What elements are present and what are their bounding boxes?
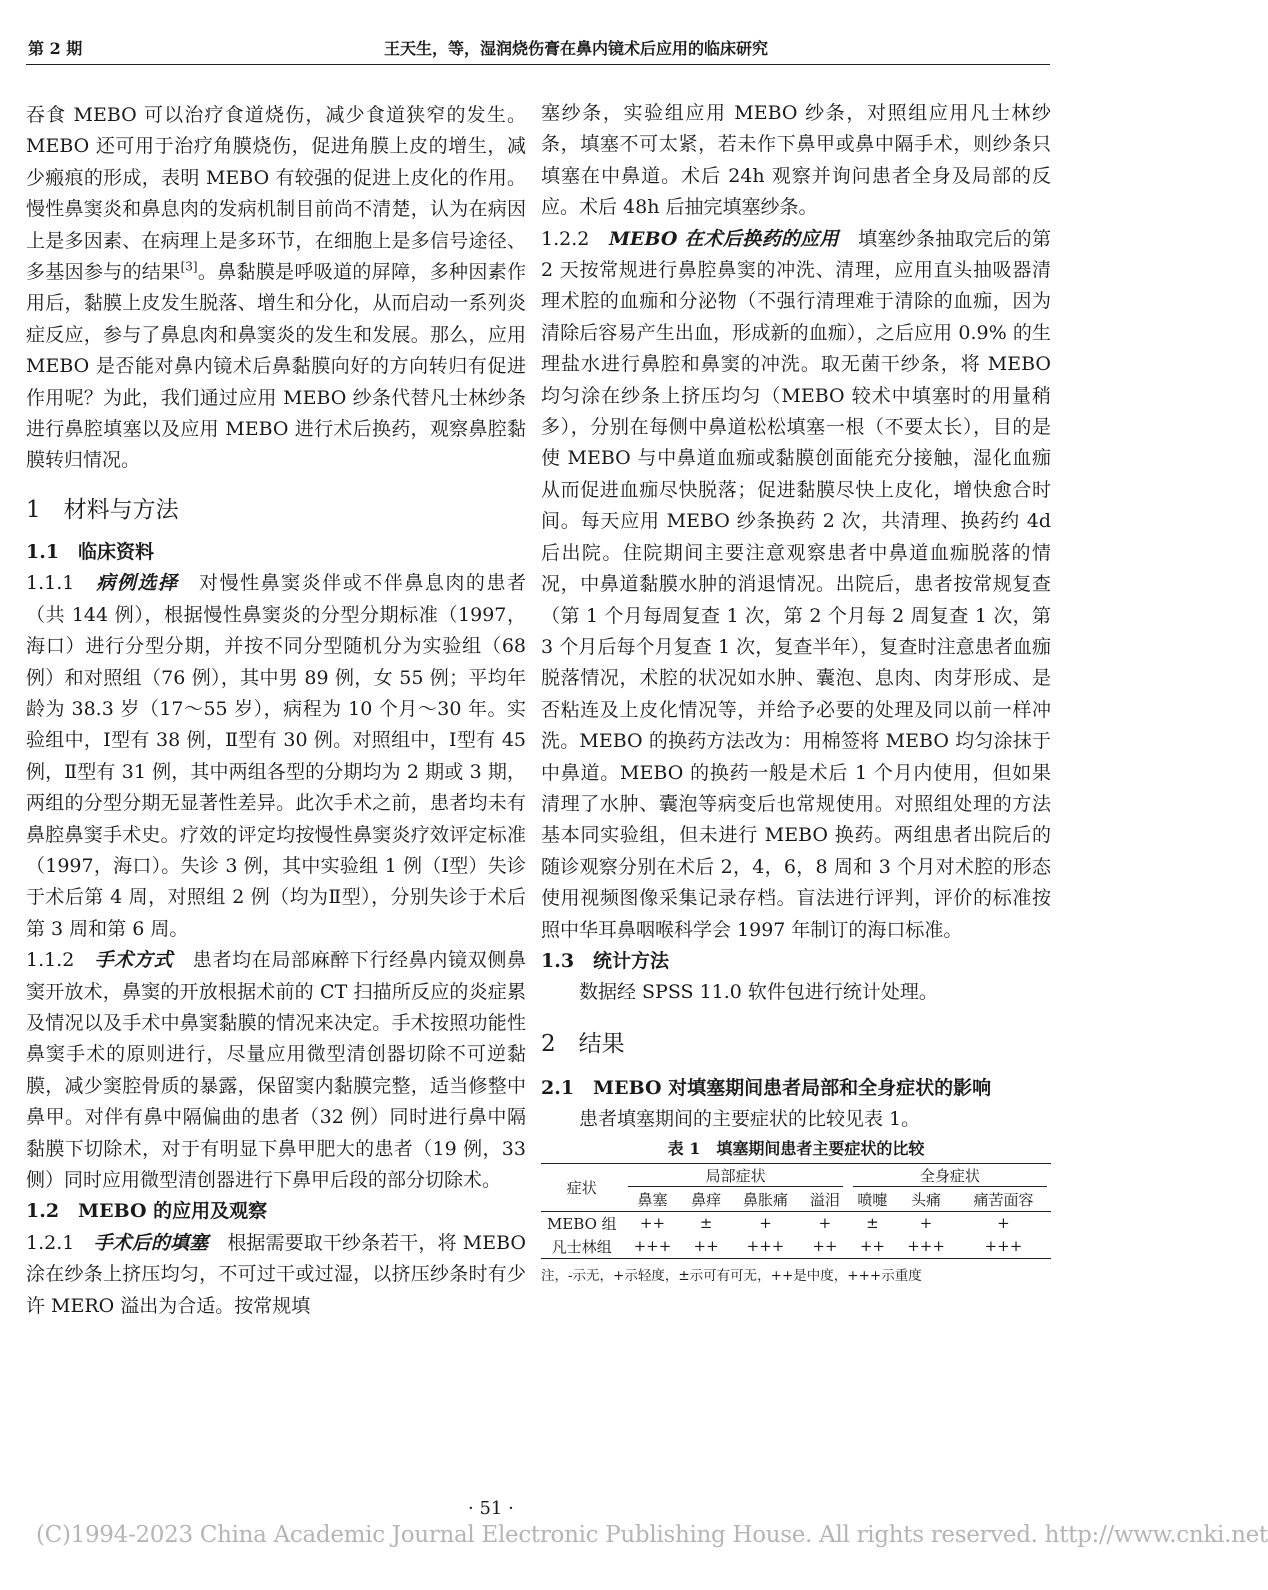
table-cell: +++ (956, 1235, 1051, 1259)
table-col-header: 溢泪 (801, 1188, 849, 1212)
table-group-local: 局部症状 (623, 1163, 849, 1188)
intro-text: 吞食 MEBO 可以治疗食道烧伤，减少食道狭窄的发生。MEBO 还可用于治疗角膜烧伤，促进角膜上皮的增生，减少瘢痕的形成，表明 MEBO 有较强的促进上皮化的作用。慢性鼻窦炎和鼻息肉的发病机制目前尚不清楚，认为在病因上是多因素、在病理上是多环节，在细胞上是多信号途径、多基因参与的结果 (26, 104, 526, 284)
paragraph-1-2-1 (26, 1228, 526, 1322)
subsubsection-number: 1.1.1 (26, 572, 97, 595)
paragraph-2-1: 患者填塞期间的主要症状的比较见表 1。 (579, 1108, 921, 1131)
subsubsection-title: 手术后的填塞 (93, 1231, 209, 1254)
page-number: · 51 · (468, 1498, 514, 1519)
table-cell: ++ (639, 1214, 666, 1233)
subsubsection-title: 病例选择 (96, 572, 179, 595)
subsection-heading-2-1: 2.1 MEBO 对填塞期间患者局部和全身症状的影响 (541, 1076, 992, 1099)
table-row (541, 1211, 1051, 1235)
running-head (26, 30, 1050, 65)
table-cell: + (759, 1214, 772, 1233)
table-cell: ++ (849, 1235, 897, 1259)
table-row-label: 凡士林组 (541, 1235, 623, 1259)
subsubsection-title: 手术方式 (94, 949, 174, 972)
table-cell: ± (699, 1214, 713, 1233)
table-cell: ++ (801, 1235, 849, 1259)
table-col-header: 鼻塞 (623, 1188, 683, 1212)
paragraph-1-2-2 (541, 224, 1051, 946)
subsection-heading-1-2: 1.2 MEBO 的应用及观察 (26, 1200, 268, 1223)
paragraph-text: 填塞纱条抽取完后的第 2 天按常规进行鼻腔鼻窦的冲洗、清理，应用直头抽吸器清理术腔的血痂和分泌物（不强行清理难于清除的血痂，因为清除后容易产生出血，形成新的血痂），之后应用 0.9% 的生理盐水进行鼻腔和鼻窦的冲洗。取无菌干纱条，将 MEBO 均匀涂在纱条上挤压均匀（MEBO 较术中填塞时的用量稍多），分别在每侧中鼻道松松填塞一根（不要太长），目的是使 MEBO 与中鼻道血痂或黏膜创面能充分接触，湿化血痂从而促进血痂尽快脱落；促进黏膜尽快上皮化，增快愈合时间。每天应用 MEBO 纱条换药 2 次，共清理、换药约 4d 后出院。住院期间主要注意观察患者中鼻道血痂脱落的情况，中鼻道黏膜水肿的消退情况。出院后，患者按常规复查（第 1 个月每周复查 1 次，第 2 个月每 2 周复查 1 次，第 3 个月后每个月复查 1 次，复查半年），复查时注意患者血痂脱落情况，术腔的状况如水肿、囊泡、息肉、肉芽形成、是否粘连及上皮化情况等，并给予必要的处理及同以前一样冲洗。MEBO 的换药方法改为：用棉签将 MEBO 均匀涂抹于中鼻道。MEBO 的换药一般是术后 1 个月内使用，但如果清理了水肿、囊泡等病变后也常规使用。对照组处理的方法基本同实验组，但未进行 MEBO 换药。两组患者出院后的随诊观察分别在术后 2，4，6，8 周和 3 个月对术腔的形态使用视频图像采集记录存档。盲法进行评判，评价的标准按照中华耳鼻咽喉科学会 1997 年制订的海口标准。 (541, 227, 1051, 941)
table-row-header: 症状 (541, 1163, 623, 1211)
table-col-header: 喷嚏 (849, 1188, 897, 1212)
section-heading-1: 1 材料与方法 (26, 496, 179, 523)
table-cell: +++ (623, 1235, 683, 1259)
subsection-heading-1-3: 1.3 统计方法 (541, 949, 670, 972)
paragraph-1-1-2 (26, 945, 526, 1196)
citation-ref[interactable]: [3] (180, 259, 198, 274)
table-col-header: 头痛 (896, 1188, 956, 1212)
table-cell: ± (866, 1214, 879, 1233)
table-col-header: 鼻痒 (682, 1188, 730, 1212)
table-cell: + (919, 1214, 933, 1233)
subsubsection-number: 1.2.1 (26, 1231, 94, 1254)
table-group-systemic: 全身症状 (849, 1163, 1051, 1188)
paragraph-text: 根据需要取干纱条若干，将 MEBO 涂在纱条上挤压均匀，不可过干或过湿，以挤压纱条时有少许 MERO 溢出为合适。按常规填 (26, 1231, 526, 1317)
paragraph-text: 对慢性鼻窦炎伴或不伴鼻息肉的患者（共 144 例），根据慢性鼻窦炎的分型分期标准（1997，海口）进行分型分期，并按不同分型随机分为实验组（68 例）和对照组（76 例），其中男 89 例，女 55 例；平均年龄为 38.3 岁（17～55 岁），病程为 10 个月～30 年。实验组中，Ⅰ型有 38 例，Ⅱ型有 30 例。对照组中，Ⅰ型有 45 例，Ⅱ型有 31 例，其中两组各型的分期均为 2 期或 3 期，两组的分型分期无显著性差异。此次手术之前，患者均未有鼻腔鼻窦手术史。疗效的评定均按慢性鼻窦炎疗效评定标准（1997，海口）。失诊 3 例，其中实验组 1 例（Ⅰ型）失诊于术后第 4 周，对照组 2 例（均为Ⅱ型），分别失诊于术后第 3 周和第 6 周。 (26, 572, 526, 940)
table-cell: ++ (682, 1235, 730, 1259)
right-column (541, 98, 1051, 1285)
running-title: 王天生，等，湿润烧伤膏在鼻内镜术后应用的临床研究 (384, 39, 769, 58)
subsubsection-number: 1.2.2 (541, 227, 609, 250)
intro-text-tail: 。鼻黏膜是呼吸道的屏障，多种因素作用后，黏膜上皮发生脱落、增生和分化，从而启动一系列炎症反应，参与了鼻息肉和鼻窦炎的发生和发展。那么，应用 MEBO 是否能对鼻内镜术后鼻黏膜向好的方向转归有促进作用呢？为此，我们通过应用 MEBO 纱条代替凡士林纱条进行鼻腔填塞以及应用 MEBO 进行术后换药，观察鼻腔黏膜转归情况。 (26, 261, 526, 472)
table-caption: 表 1 填塞期间患者主要症状的比较 (667, 1138, 925, 1158)
table-col-header: 痛苦面容 (956, 1188, 1051, 1212)
paragraph-text: 患者均在局部麻醉下行经鼻内镜双侧鼻窦开放术，鼻窦的开放根据术前的 CT 扫描所反应的炎症累及情况以及手术中鼻窦黏膜的情况来决定。手术按照功能性鼻窦手术的原则进行，尽量应用微型清创器切除不可逆黏膜，减少窦腔骨质的暴露，保留窦内黏膜完整，适当修整中鼻甲。对伴有鼻中隔偏曲的患者（32 例）同时进行鼻中隔黏膜下切除术，对于有明显下鼻甲肥大的患者（19 例，33 侧）同时应用微型清创器进行下鼻甲后段的部分切除术。 (26, 949, 526, 1191)
subsubsection-title: MEBO 在术后换药的应用 (608, 227, 839, 250)
continued-paragraph: 塞纱条，实验组应用 MEBO 纱条，对照组应用凡士林纱条，填塞不可太紧，若未作下鼻甲或鼻中隔手术，则纱条只填塞在中鼻道。术后 24h 观察并询问患者全身及局部的反应。术后 48h 后抽完填塞纱条。 (541, 102, 1051, 219)
section-heading-2: 2 结果 (541, 1030, 625, 1057)
subsection-heading-1-1: 1.1 临床资料 (26, 540, 155, 563)
table-row (541, 1235, 1051, 1259)
table-col-header: 鼻胀痛 (730, 1188, 801, 1212)
table-row-label: MEBO 组 (546, 1214, 617, 1233)
table-note: 注，-示无，+示轻度，±示可有可无，++是中度，+++示重度 (541, 1267, 922, 1284)
issue-label: 第 2 期 (28, 39, 83, 58)
table-cell: + (997, 1214, 1010, 1233)
table-cell: + (818, 1214, 832, 1233)
subsubsection-number: 1.1.2 (26, 949, 95, 972)
table-cell: +++ (896, 1235, 956, 1259)
paragraph-1-3: 数据经 SPSS 11.0 软件包进行统计处理。 (579, 981, 938, 1004)
copyright-watermark: (C)1994-2023 China Academic Journal Electronic Publishing House. All rights reserved. http://www.cnki.net (36, 1522, 1268, 1548)
table-cell: +++ (730, 1235, 801, 1259)
symptom-table (541, 1163, 1051, 1259)
intro-paragraph (26, 100, 526, 477)
left-column (26, 100, 526, 1322)
paragraph-1-1-1 (26, 568, 526, 945)
